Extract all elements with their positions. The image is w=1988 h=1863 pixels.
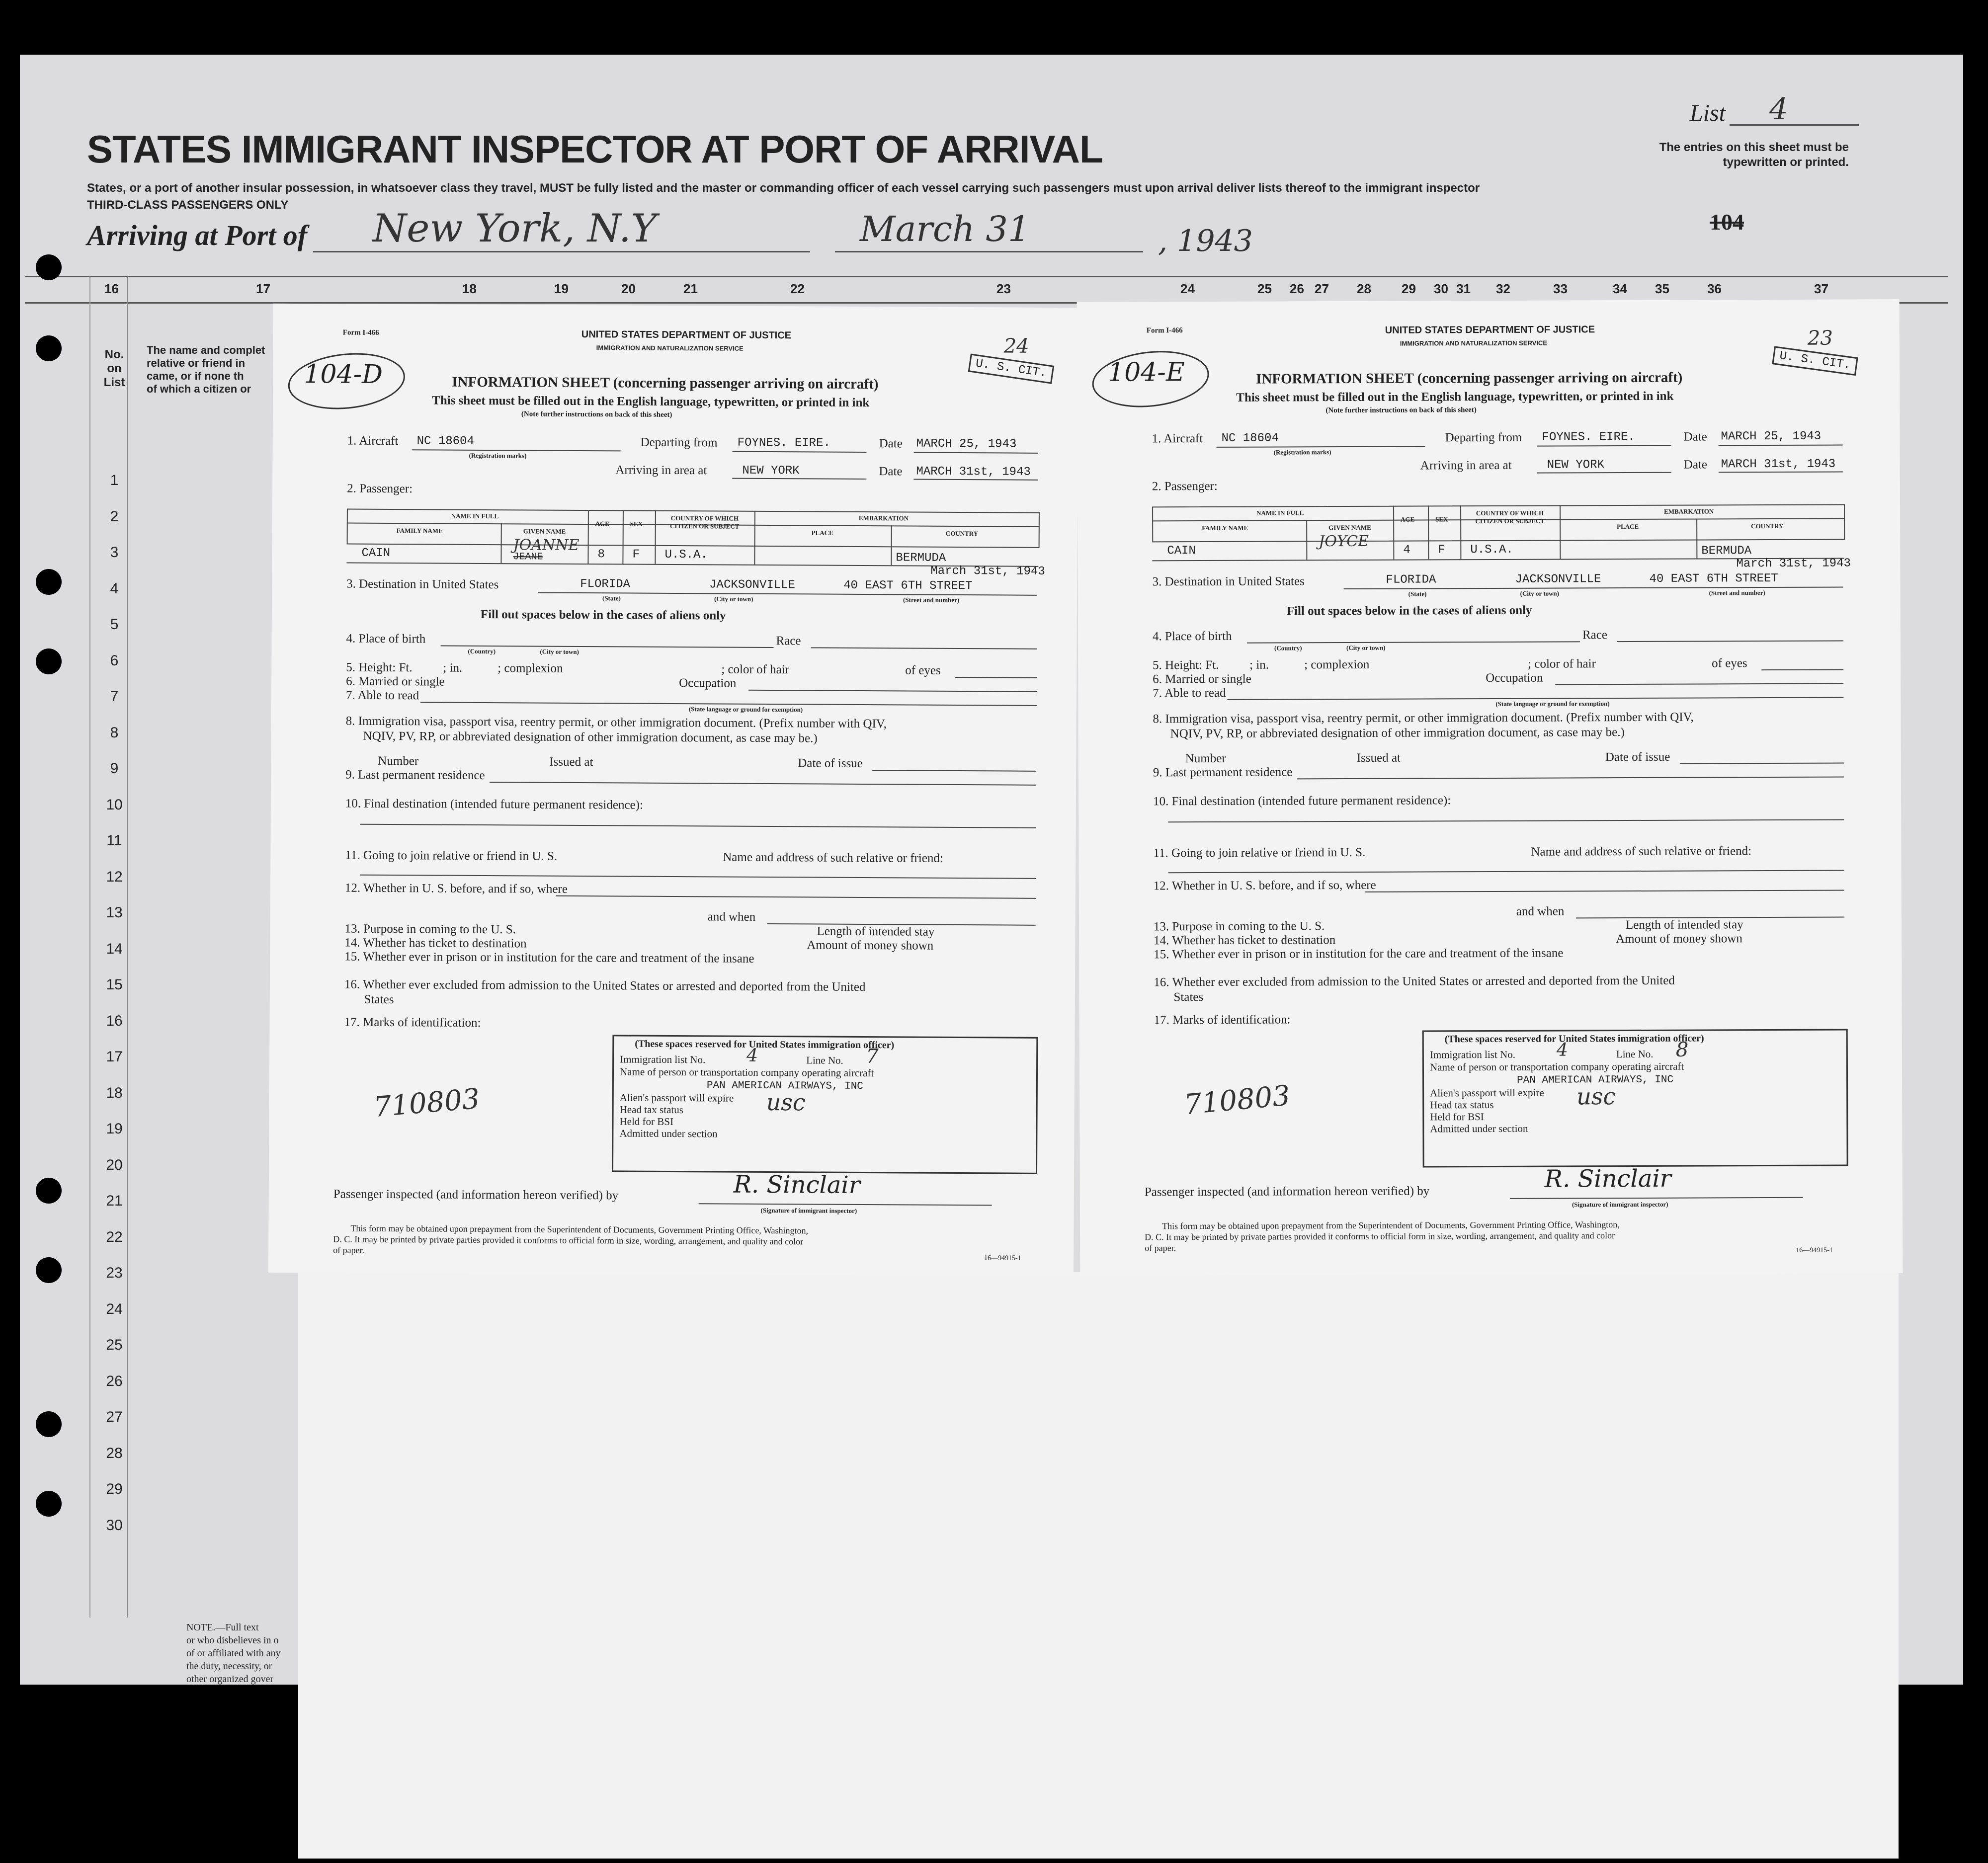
date-value: March 31 — [860, 209, 1030, 249]
street-caption: (Street and number) — [1709, 589, 1765, 597]
row-number: 25 — [106, 1337, 123, 1353]
field-race: Race — [1582, 628, 1607, 642]
date-label: Date — [1683, 430, 1707, 444]
aliens-note: Fill out spaces below in the cases of aliens only — [480, 607, 726, 623]
field-admitted: Admitted under section — [1430, 1122, 1528, 1135]
sheet-number: 104-D — [304, 359, 383, 390]
col-26: 26 — [1290, 281, 1304, 296]
note-fragment: NOTE.—Full text or who disbelieves in o of or affiliated with any the duty, necessity, or other organized gover — [186, 1622, 281, 1685]
citizen-stamp: U. S. CIT. — [968, 353, 1055, 384]
binder-hole — [36, 1178, 62, 1204]
embark-place: BERMUDA — [1701, 544, 1752, 558]
service: IMMIGRATION AND NATURALIZATION SERVICE — [1400, 339, 1548, 347]
field-visa-1: 8. Immigration visa, passport visa, reentry permit, or other immigration document. (Prefix number with QIV, — [345, 714, 887, 731]
footer-line-1: This form may be obtained upon prepayment from the Superintendent of Documents, Government Printing Office, Washington, — [1162, 1219, 1620, 1231]
col-19: 19 — [554, 281, 569, 296]
field-held-bsi: Held for BSI — [1430, 1111, 1484, 1123]
citizen-country-header: COUNTRY OF WHICH CITIZEN OR SUBJECT — [1475, 509, 1545, 525]
col-31: 31 — [1456, 281, 1471, 296]
field-inspected: Passenger inspected (and information hereon verified) by — [1144, 1184, 1430, 1199]
row-number: 6 — [110, 652, 119, 669]
col-21: 21 — [683, 281, 698, 296]
field-prison: 15. Whether ever in prison or in institution for the care and treatment of the insane — [344, 950, 754, 966]
destination-state: FLORIDA — [580, 577, 631, 591]
field-marks: 17. Marks of identification: — [1154, 1013, 1291, 1027]
field-excluded-1: 16. Whether ever excluded from admission to the United States or arrested and deported from the United — [1154, 973, 1675, 989]
street-caption: (Street and number) — [903, 596, 960, 604]
col-37: 37 — [1814, 281, 1828, 296]
field-married: 6. Married or single — [346, 674, 445, 689]
form-number: Form I-466 — [342, 328, 379, 337]
field-visa-2: NQIV, PV, RP, or abbreviated designation of other immigration document, as case may be.) — [363, 729, 818, 745]
field-complexion: ; complexion — [1304, 657, 1370, 672]
field-eyes: of eyes — [905, 663, 941, 677]
head-tax-value: usc — [1576, 1083, 1616, 1110]
sheet-number: 104-E — [1107, 357, 1185, 388]
name-in-full-header: NAME IN FULL — [1256, 509, 1304, 517]
sheet-note: (Note further instructions on back of this sheet) — [521, 410, 672, 419]
place-header: PLACE — [1617, 522, 1639, 531]
age-value: 4 — [1403, 543, 1410, 557]
subtitle-line-1: States, or a port of another insular possession, in whatsoever class they travel, MUST be fully listed and the master or commanding officer of each vessel carrying such passengers must upon arrival deliver lists thereof to the immigrant inspector — [87, 181, 1480, 195]
row-number: 27 — [106, 1409, 123, 1425]
footer-line-3: of paper. — [1145, 1243, 1176, 1253]
field-read: 7. Able to read — [345, 688, 419, 703]
arriving-label: Arriving in area at — [615, 463, 707, 478]
destination-label: 3. Destination in United States — [346, 577, 499, 592]
page-subtitle — [87, 180, 1578, 214]
read-caption: (State language or ground for exemption) — [688, 705, 803, 714]
year-value: , 1943 — [1158, 224, 1253, 258]
reserved-caption: (These spaces reserved for United States immigration officer) — [1444, 1033, 1704, 1045]
col-16: 16 — [104, 281, 119, 296]
field-inches: ; in. — [443, 661, 463, 675]
read-caption: (State language or ground for exemption) — [1495, 700, 1610, 708]
line-number: 8 — [1675, 1038, 1689, 1061]
head-tax-value: usc — [766, 1088, 806, 1116]
country-caption: (Country) — [468, 647, 496, 655]
field-complexion: ; complexion — [497, 661, 563, 675]
col-35: 35 — [1655, 281, 1669, 296]
age-header: AGE — [1401, 515, 1415, 523]
field-excluded-2: States — [364, 992, 394, 1007]
arrive-date: MARCH 31st, 1943 — [1721, 457, 1836, 472]
col-22: 22 — [790, 281, 805, 296]
sex-value: F — [1438, 543, 1445, 557]
field-going-join: 11. Going to join relative or friend in U. S. — [1153, 845, 1366, 860]
field-hair: ; color of hair — [721, 662, 790, 677]
col-29: 29 — [1402, 281, 1416, 296]
field-passport-expire: Alien's passport will expire — [619, 1091, 734, 1104]
date-label-2: Date — [879, 465, 903, 479]
row-number: 7 — [110, 688, 119, 705]
subtitle-line-2: THIRD-CLASS PASSENGERS ONLY — [87, 198, 289, 212]
field-visa-1: 8. Immigration visa, passport visa, reentry permit, or other immigration document. (Prefix number with QIV, — [1153, 710, 1694, 726]
aircraft-value: NC 18604 — [416, 434, 474, 448]
field-height: 5. Height: Ft. — [346, 660, 413, 675]
row-number: 28 — [106, 1445, 123, 1461]
city-caption: (City or town) — [540, 648, 579, 656]
row-number: 9 — [110, 760, 119, 777]
field-ticket: 14. Whether has ticket to destination — [344, 936, 527, 951]
field-inches: ; in. — [1249, 658, 1269, 672]
state-caption: (State) — [602, 594, 621, 602]
field-length-stay: Length of intended stay — [1625, 918, 1743, 932]
field-occupation: Occupation — [679, 676, 737, 690]
col-20: 20 — [621, 281, 636, 296]
footer-line-1: This form may be obtained upon prepayment from the Superintendent of Documents, Government Printing Office, Washington, — [350, 1223, 809, 1236]
print-code: 16—94915-1 — [1796, 1246, 1833, 1254]
binder-hole — [36, 1411, 62, 1437]
state-caption: (State) — [1408, 590, 1427, 598]
department: UNITED STATES DEPARTMENT OF JUSTICE — [1385, 324, 1595, 336]
aliens-note: Fill out spaces below in the cases of aliens only — [1286, 603, 1532, 618]
row-number: 8 — [110, 724, 119, 741]
given-name: JOANNE — [513, 536, 580, 554]
blank-card — [298, 1272, 1899, 1859]
struck-list-number: 104 — [1710, 209, 1744, 235]
row-number: 17 — [106, 1049, 123, 1065]
list-number: 4 — [746, 1045, 758, 1066]
field-final-destination: 10. Final destination (intended future permanent residence): — [1153, 794, 1451, 809]
field-number: Number — [1185, 751, 1226, 766]
row-number: 30 — [106, 1517, 123, 1534]
passenger-label: 2. Passenger: — [347, 482, 413, 496]
row-number: 3 — [110, 544, 119, 561]
reserved-caption: (These spaces reserved for United States immigration officer) — [635, 1038, 895, 1051]
field-imm-list: Immigration list No. — [620, 1053, 706, 1066]
list-number: 4 — [1556, 1040, 1568, 1060]
arriving-value: NEW YORK — [742, 464, 800, 478]
destination-city: JACKSONVILLE — [709, 578, 796, 592]
row-number: 2 — [110, 508, 119, 525]
col-18: 18 — [462, 281, 477, 296]
footer-line-2: D. C. It may be printed by private parties provided it conforms to official form in size, wording, arrangement, and quality and color — [333, 1234, 804, 1247]
company-value: PAN AMERICAN AIRWAYS, INC — [706, 1080, 864, 1093]
field-head-tax: Head tax status — [1430, 1098, 1494, 1111]
row-number: 12 — [106, 868, 123, 885]
destination-state: FLORIDA — [1386, 573, 1436, 587]
list-value: 4 — [1769, 92, 1789, 127]
sex-header: SEX — [1435, 515, 1448, 523]
entries-note: The entries on this sheet must be typewritten or printed. — [1659, 141, 1849, 169]
binder-hole — [36, 335, 62, 361]
field-place-of-birth: 4. Place of birth — [1152, 629, 1232, 644]
row-number: 14 — [106, 940, 123, 957]
row-number: 15 — [106, 976, 123, 993]
field-money: Amount of money shown — [1616, 932, 1742, 946]
date-label-2: Date — [1683, 458, 1707, 472]
field-prison: 15. Whether ever in prison or in institution for the care and treatment of the insane — [1154, 946, 1564, 962]
given-name: JOYCE — [1319, 532, 1369, 551]
row-header: No. on List — [103, 348, 125, 389]
form-number: Form I-466 — [1146, 326, 1183, 335]
family-name: CAIN — [361, 546, 391, 561]
department: UNITED STATES DEPARTMENT OF JUSTICE — [581, 329, 792, 341]
field-excluded-2: States — [1173, 990, 1204, 1004]
field-occupation: Occupation — [1486, 671, 1543, 685]
place-header: PLACE — [811, 529, 833, 537]
arriving-value: NEW YORK — [1547, 458, 1605, 472]
id-number: 710803 — [1182, 1079, 1292, 1122]
destination-label: 3. Destination in United States — [1152, 574, 1305, 589]
field-line-no: Line No. — [806, 1054, 843, 1066]
embark-date: March 31st, 1943 — [1736, 557, 1851, 571]
row-number: 21 — [106, 1193, 123, 1209]
field-going-join: 11. Going to join relative or friend in U. S. — [345, 848, 558, 863]
field-marks: 17. Marks of identification: — [344, 1015, 481, 1030]
destination-street: 40 EAST 6TH STREET — [843, 578, 973, 593]
country-header: COUNTRY — [945, 529, 979, 538]
city-caption: (City or town) — [1520, 589, 1560, 597]
sex-value: F — [632, 548, 640, 562]
row-number: 19 — [106, 1121, 123, 1137]
col-33: 33 — [1553, 281, 1568, 296]
row-number: 13 — [106, 904, 123, 921]
inspector-signature: R. Sinclair — [733, 1170, 860, 1199]
field-name-address: Name and address of such relative or friend: — [723, 850, 943, 865]
list-label: List — [1690, 100, 1726, 126]
field-inspected: Passenger inspected (and information hereon verified) by — [333, 1187, 619, 1203]
date-label: Date — [879, 437, 903, 451]
field-admitted: Admitted under section — [619, 1127, 718, 1140]
id-number: 710803 — [372, 1082, 481, 1124]
field-read: 7. Able to read — [1153, 686, 1226, 700]
aircraft-label: 1. Aircraft — [347, 434, 399, 448]
info-sheet-104-d — [268, 304, 1078, 1277]
print-code: 16—94915-1 — [984, 1254, 1021, 1262]
country-caption: (Country) — [1274, 644, 1302, 652]
field-and-when: and when — [707, 910, 756, 924]
sheet-heading: INFORMATION SHEET (concerning passenger arriving on aircraft) — [452, 374, 879, 393]
arrive-date: MARCH 31st, 1943 — [916, 465, 1031, 479]
col-17: 17 — [256, 281, 270, 296]
field-purpose: 13. Purpose in coming to the U. S. — [344, 922, 516, 937]
aircraft-value: NC 18604 — [1221, 431, 1279, 445]
field-and-when: and when — [1516, 904, 1565, 918]
field-last-residence: 9. Last permanent residence — [1153, 765, 1293, 780]
reg-marks-caption: (Registration marks) — [469, 451, 527, 460]
embark-place: BERMUDA — [896, 551, 946, 565]
country-header: COUNTRY — [1751, 522, 1784, 530]
field-company: Name of person or transportation company operating aircraft — [1429, 1060, 1684, 1073]
field-number: Number — [378, 754, 419, 768]
given-name-header: GIVEN NAME — [1328, 523, 1371, 532]
field-date-issue: Date of issue — [1605, 750, 1670, 764]
row-number: 18 — [106, 1084, 123, 1101]
row-number: 10 — [106, 796, 123, 813]
field-length-stay: Length of intended stay — [817, 924, 935, 939]
signature-caption: (Signature of immigrant inspector) — [760, 1206, 857, 1215]
row-number: 4 — [110, 580, 119, 597]
field-married: 6. Married or single — [1153, 672, 1251, 686]
inspector-signature: R. Sinclair — [1544, 1164, 1671, 1193]
departing-label: Departing from — [640, 435, 718, 450]
embarkation-header: EMBARKATION — [1664, 507, 1714, 515]
arriving-label: Arriving in area at — [1420, 458, 1512, 473]
line-number: 7 — [866, 1045, 879, 1068]
col-30: 30 — [1434, 281, 1448, 296]
row-number: 24 — [106, 1300, 123, 1317]
field-purpose: 13. Purpose in coming to the U. S. — [1153, 919, 1325, 934]
sheet-heading: INFORMATION SHEET (concerning passenger arriving on aircraft) — [1256, 369, 1683, 387]
row-number: 1 — [110, 472, 119, 488]
row-number: 22 — [106, 1228, 123, 1245]
col-23: 23 — [996, 281, 1011, 296]
field-height: 5. Height: Ft. — [1153, 658, 1219, 672]
row-number: 29 — [106, 1481, 123, 1497]
service: IMMIGRATION AND NATURALIZATION SERVICE — [596, 344, 744, 352]
col-28: 28 — [1357, 281, 1371, 296]
field-hair: ; color of hair — [1528, 657, 1596, 671]
col-24: 24 — [1180, 281, 1195, 296]
destination-city: JACKSONVILLE — [1515, 572, 1601, 586]
field-held-bsi: Held for BSI — [619, 1115, 674, 1128]
field-passport-expire: Alien's passport will expire — [1430, 1086, 1544, 1099]
binder-hole — [36, 254, 62, 280]
field-money: Amount of money shown — [807, 938, 934, 953]
departing-value: FOYNES. EIRE. — [1542, 430, 1635, 444]
binder-hole — [36, 1257, 62, 1283]
col-36: 36 — [1707, 281, 1722, 296]
col-32: 32 — [1496, 281, 1510, 296]
field-visa-2: NQIV, PV, RP, or abbreviated designation of other immigration document, as case may be.) — [1170, 726, 1625, 741]
citizen-value: U.S.A. — [1470, 543, 1513, 557]
passenger-label: 2. Passenger: — [1152, 479, 1218, 493]
page-number: 23 — [1807, 326, 1833, 350]
row-number: 5 — [110, 616, 119, 633]
info-sheet-104-e — [1077, 299, 1903, 1276]
field-eyes: of eyes — [1712, 656, 1747, 670]
binder-hole — [36, 648, 62, 674]
citizen-stamp: U. S. CIT. — [1772, 346, 1858, 376]
family-name: CAIN — [1167, 544, 1196, 558]
given-name-struck: JEANE — [513, 551, 543, 563]
port-value: New York, N.Y — [373, 206, 657, 251]
signature-caption: (Signature of immigrant inspector) — [1572, 1200, 1668, 1209]
sheet-instructions: This sheet must be filled out in the English language, typewritten, or printed in ink — [1236, 389, 1674, 405]
field-line-no: Line No. — [1616, 1048, 1654, 1060]
row-number: 11 — [106, 832, 122, 849]
footer-line-3: of paper. — [333, 1245, 365, 1255]
field-ticket: 14. Whether has ticket to destination — [1154, 933, 1336, 948]
field-race: Race — [776, 634, 801, 648]
city-caption: (City or town) — [714, 595, 753, 603]
field-head-tax: Head tax status — [619, 1103, 683, 1116]
page-number: 24 — [1003, 334, 1029, 358]
family-name-header: FAMILY NAME — [396, 527, 443, 535]
sheet-instructions: This sheet must be filled out in the English language, typewritten, or printed in ink — [432, 394, 870, 410]
given-name-header: GIVEN NAME — [523, 527, 566, 535]
reg-marks-caption: (Registration marks) — [1273, 448, 1331, 456]
field-last-residence: 9. Last permanent residence — [345, 768, 485, 783]
depart-date: MARCH 25, 1943 — [1721, 429, 1822, 444]
aircraft-label: 1. Aircraft — [1152, 432, 1203, 446]
family-name-header: FAMILY NAME — [1202, 524, 1248, 532]
footer-line-2: D. C. It may be printed by private parties provided it conforms to official form in size, wording, arrangement, and quality and color — [1145, 1230, 1615, 1242]
field-company: Name of person or transportation company operating aircraft — [619, 1065, 874, 1079]
row-number: 23 — [106, 1265, 123, 1281]
col-34: 34 — [1613, 281, 1627, 296]
field-in-us-before: 12. Whether in U. S. before, and if so, where — [1153, 878, 1376, 893]
departing-value: FOYNES. EIRE. — [737, 436, 830, 450]
column-17-fragment: The name and complet relative or friend in came, or if none th of which a citizen or — [147, 344, 265, 395]
field-excluded-1: 16. Whether ever excluded from admission to the United States or arrested and deported from the United — [344, 977, 866, 994]
departing-label: Departing from — [1445, 430, 1522, 445]
page-title: STATES IMMIGRANT INSPECTOR AT PORT OF ARRIVAL — [87, 127, 1103, 171]
field-name-address: Name and address of such relative or friend: — [1531, 844, 1752, 859]
row-number: 20 — [106, 1156, 123, 1173]
binder-hole — [36, 569, 62, 595]
embarkation-header: EMBARKATION — [858, 514, 909, 522]
name-in-full-header: NAME IN FULL — [451, 512, 499, 520]
field-issued-at: Issued at — [1356, 751, 1401, 765]
field-final-destination: 10. Final destination (intended future permanent residence): — [345, 797, 644, 812]
company-value: PAN AMERICAN AIRWAYS, INC — [1517, 1074, 1674, 1086]
row-number: 16 — [106, 1012, 123, 1029]
col-25: 25 — [1257, 281, 1272, 296]
field-issued-at: Issued at — [549, 755, 593, 769]
field-in-us-before: 12. Whether in U. S. before, and if so, where — [344, 881, 568, 896]
depart-date: MARCH 25, 1943 — [916, 437, 1017, 451]
sheet-note: (Note further instructions on back of this sheet) — [1325, 406, 1477, 415]
field-place-of-birth: 4. Place of birth — [346, 632, 426, 646]
col-27: 27 — [1315, 281, 1329, 296]
age-value: 8 — [597, 548, 605, 562]
field-imm-list: Immigration list No. — [1429, 1048, 1515, 1061]
arriving-label: Arriving at Port of — [87, 219, 308, 251]
citizen-value: U.S.A. — [664, 548, 708, 562]
city-caption: (City or town) — [1346, 644, 1386, 652]
binder-hole — [36, 1491, 62, 1517]
embark-date: March 31st, 1943 — [930, 564, 1045, 578]
citizen-country-header: COUNTRY OF WHICH CITIZEN OR SUBJECT — [670, 514, 740, 530]
column-header-strip — [25, 276, 1948, 304]
field-date-issue: Date of issue — [798, 756, 863, 770]
row-number: 26 — [106, 1373, 123, 1389]
sex-header: SEX — [630, 520, 643, 528]
destination-street: 40 EAST 6TH STREET — [1649, 571, 1778, 586]
age-header: AGE — [595, 520, 610, 528]
